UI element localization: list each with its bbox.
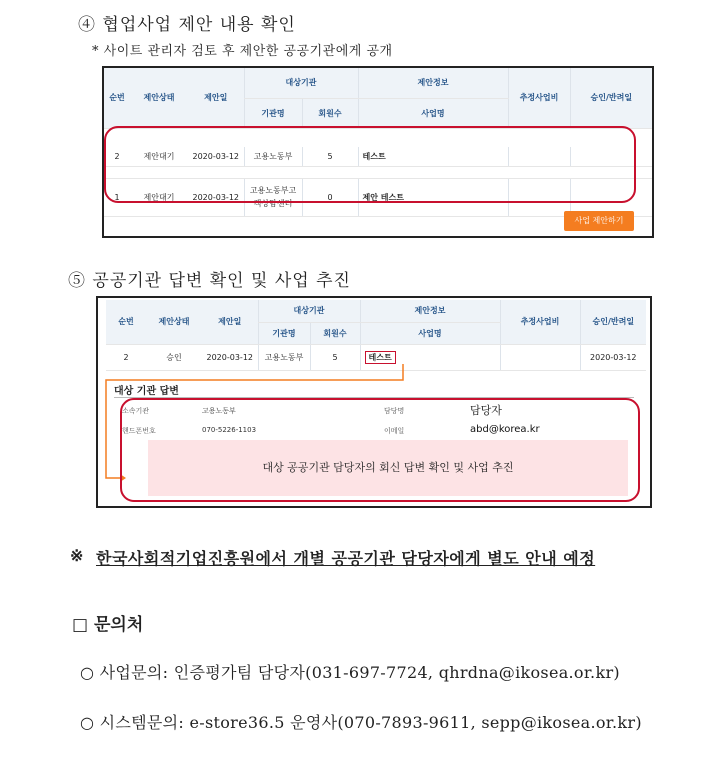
col-header-target-name: 기관명 — [258, 322, 310, 344]
cell-members: 0 — [302, 178, 358, 216]
cell-approval: 2020-03-12 — [580, 344, 646, 370]
highlight-box — [104, 126, 636, 203]
cell-members: 5 — [310, 344, 360, 370]
notice-mark: ※ — [70, 546, 84, 565]
step4-note: * 사이트 관리자 검토 후 제안한 공공기관에게 공개 — [92, 44, 393, 59]
cell-no: 1 — [104, 178, 130, 216]
col-header-recommended: 추정사업비 — [500, 300, 580, 344]
project-link[interactable]: 테스트 — [365, 351, 396, 364]
email-label: 이메일 — [384, 427, 405, 435]
col-header-no: 순번 — [106, 300, 146, 344]
col-header-approval: 승인/반려일 — [580, 300, 646, 344]
cell-date: 2020-03-12 — [202, 344, 258, 370]
cell-project[interactable]: 제안 테스트 — [358, 178, 508, 216]
cell-org: 고용노동부 — [258, 344, 310, 370]
col-header-proposal: 제안정보 — [358, 68, 508, 98]
col-header-project: 사업명 — [358, 98, 508, 128]
col-header-target-name: 기관명 — [244, 98, 302, 128]
col-header-target: 대상기관 — [244, 68, 358, 98]
col-header-members: 회원수 — [310, 322, 360, 344]
phone-label: 핸드폰번호 — [122, 427, 156, 435]
cell-org-line2: 객상담센터 — [253, 199, 293, 208]
contact-heading: □ 문의처 — [72, 615, 144, 635]
answer-message: 대상 공공기관 담당자의 회신 답변 확인 및 사업 추진 — [148, 440, 628, 496]
col-header-proposal: 제안정보 — [360, 300, 500, 322]
manager-label: 담당명 — [384, 407, 405, 415]
cell-org-line1: 고용노동부고 — [249, 186, 297, 195]
col-header-status: 제안상태 — [130, 68, 188, 128]
propose-project-button[interactable]: 사업 제안하기 — [564, 211, 634, 231]
phone-value: 070-5226-1103 — [202, 426, 257, 434]
org-value: 고용노동부 — [202, 407, 236, 415]
notice-text: 한국사회적기업진흥원에서 개별 공공기관 담당자에게 별도 안내 예정 — [96, 549, 596, 568]
proposal-list-screenshot — [102, 66, 654, 238]
contact-business: ○ 사업문의: 인증평가팀 담당자(031-697-7724, qhrdna@ikosea.or.kr) — [80, 663, 620, 682]
answer-screenshot — [96, 296, 652, 508]
col-header-members: 회원수 — [302, 98, 358, 128]
col-header-project: 사업명 — [360, 322, 500, 344]
col-header-date: 제안일 — [188, 68, 244, 128]
cell-project[interactable]: 테스트 — [358, 147, 508, 166]
cell-status: 제안대기 — [130, 147, 188, 166]
cell-org: 고용노동부 — [244, 147, 302, 166]
col-header-approval: 승인/반려일 — [570, 68, 652, 128]
col-header-date: 제안일 — [202, 300, 258, 344]
cell-status: 승인 — [146, 344, 202, 370]
col-header-target: 대상기관 — [258, 300, 360, 322]
cell-status: 제안대기 — [130, 178, 188, 216]
col-header-status: 제안상태 — [146, 300, 202, 344]
col-header-recommended: 추정사업비 — [508, 68, 570, 128]
manager-value: 담당자 — [470, 404, 502, 417]
step5-title: ⑤ 공공기관 답변 확인 및 사업 추진 — [68, 271, 351, 291]
answer-title: 대상 기관 답변 — [114, 386, 179, 397]
cell-date: 2020-03-12 — [188, 178, 244, 216]
contact-system: ○ 시스템문의: e-store36.5 운영사(070-7893-9611, sepp@ikosea.or.kr) — [80, 713, 642, 732]
org-label: 소속기관 — [122, 407, 150, 415]
step4-title: ④ 협업사업 제안 내용 확인 — [78, 15, 296, 35]
cell-date: 2020-03-12 — [188, 147, 244, 166]
cell-members: 5 — [302, 147, 358, 166]
cell-no: 2 — [104, 147, 130, 166]
cell-no: 2 — [106, 344, 146, 370]
answer-highlight-box — [120, 398, 640, 502]
email-value: abd@korea.kr — [470, 424, 540, 435]
col-header-no: 순번 — [104, 68, 130, 128]
